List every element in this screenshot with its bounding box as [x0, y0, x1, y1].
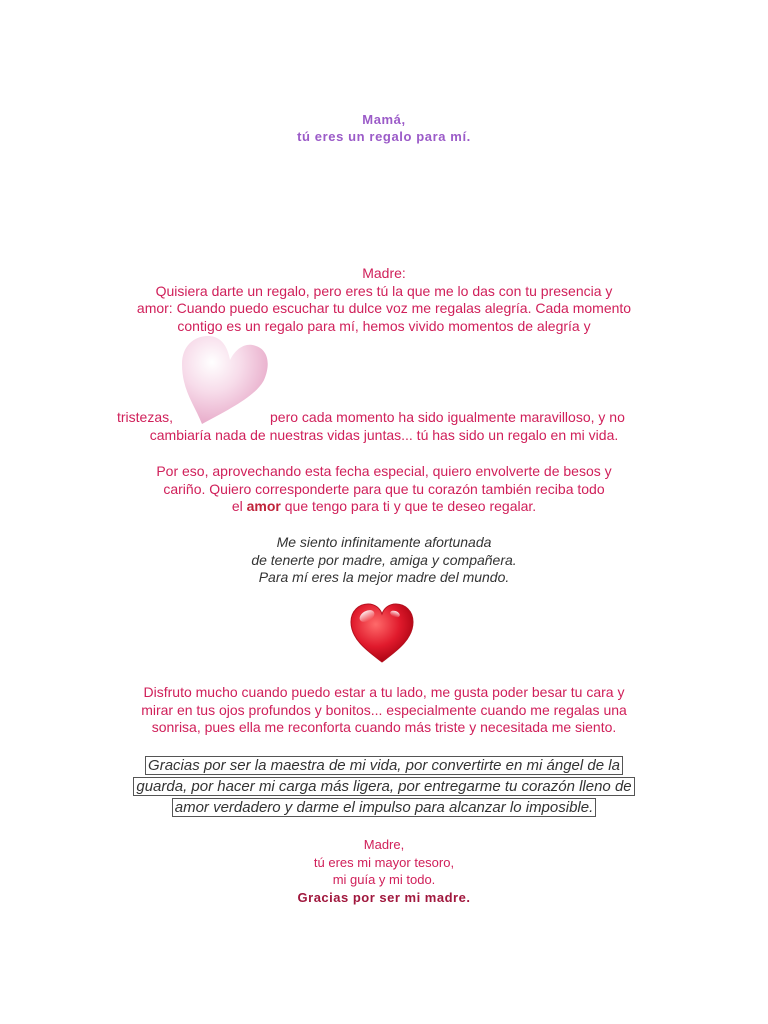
closing-line: mi guía y mi todo.	[332, 872, 436, 887]
red-heart-icon	[349, 602, 415, 664]
amor-word: amor	[246, 498, 281, 514]
greeting: Madre:	[362, 265, 406, 281]
paragraph-3	[0, 684, 768, 737]
paragraph-line: mirar en tus ojos profundos y bonitos... especialmente cuando me regalas una	[141, 701, 627, 718]
gratitude-box	[0, 755, 768, 818]
paragraph-line: cariño. Quiero corresponderte para que tu corazón también reciba todo	[163, 480, 605, 497]
paragraph-line: Quisiera darte un regalo, pero eres tú la que me lo das con tu presencia y	[155, 282, 613, 299]
title-line-2: tú eres un regalo para mí.	[297, 129, 471, 144]
poem-line: Para mí eres la mejor madre del mundo.	[258, 569, 510, 585]
paragraph-fragment: que tengo para ti y que te deseo regalar.	[284, 498, 537, 514]
poem-line: de tenerte por madre, amiga y compañera.	[251, 551, 517, 568]
gratitude-line: Gracias por ser la maestra de mi vida, por convertirte en mi ángel de la	[145, 756, 623, 775]
paragraph-fragment: pero cada momento ha sido igualmente maravilloso, y no	[270, 409, 625, 425]
paragraph-fragment: tristezas,	[117, 409, 174, 425]
poem	[0, 534, 768, 587]
paragraph-line: cambiaría nada de nuestras vidas juntas... tú has sido un regalo en mi vida.	[149, 426, 619, 443]
poem-line: Me siento infinitamente afortunada	[276, 534, 492, 550]
paragraph-line: Por eso, aprovechando esta fecha especial, quiero envolverte de besos y	[156, 463, 612, 479]
closing-signature: Gracias por ser mi madre.	[297, 889, 471, 905]
closing-line: tú eres mi mayor tesoro,	[313, 854, 455, 870]
closing	[0, 836, 768, 906]
gratitude-line: guarda, por hacer mi carga más ligera, por entregarme tu corazón lleno de	[133, 777, 634, 796]
closing-line: Madre,	[363, 837, 405, 852]
paragraph-line: contigo es un regalo para mí, hemos vivido momentos de alegría y	[177, 317, 591, 334]
paragraph-line: sonrisa, pues ella me reconforta cuando más triste y necesitada me siento.	[151, 719, 617, 735]
paragraph-line: amor: Cuando puedo escuchar tu dulce voz me regalas alegría. Cada momento	[136, 300, 632, 316]
paragraph-1-continued	[0, 409, 768, 444]
paragraph-1	[0, 265, 768, 335]
title-block	[0, 111, 768, 145]
paragraph-line: Disfruto mucho cuando puedo estar a tu lado, me gusta poder besar tu cara y	[143, 684, 625, 700]
gratitude-line: amor verdadero y darme el impulso para alcanzar lo imposible.	[172, 798, 597, 817]
paragraph-fragment: el	[231, 498, 243, 514]
paragraph-2	[0, 463, 768, 516]
paragraph-line	[0, 498, 768, 516]
title-line-1: Mamá,	[362, 112, 406, 127]
